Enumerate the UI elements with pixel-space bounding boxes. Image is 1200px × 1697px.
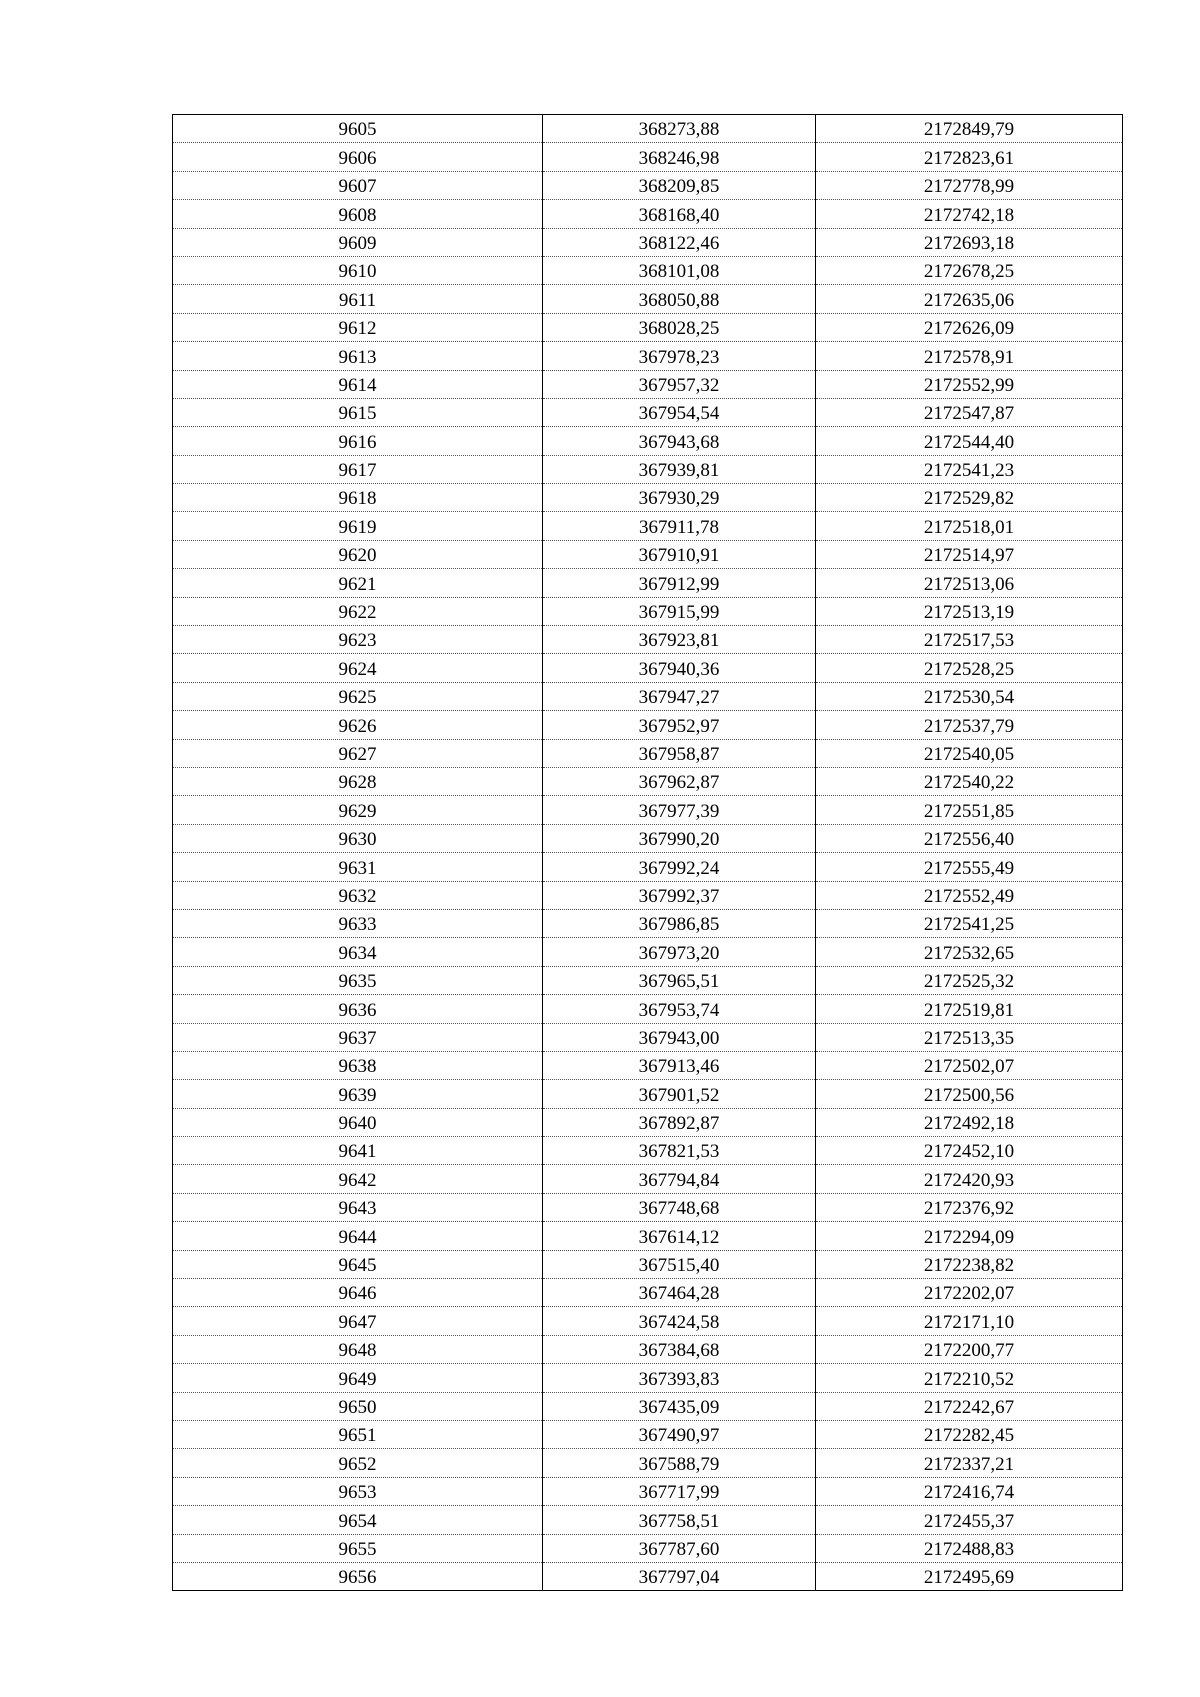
x-coordinate-cell: 367787,60 xyxy=(543,1534,816,1562)
table-row xyxy=(173,342,1123,370)
coordinates-table-body xyxy=(173,115,1123,1591)
table-row xyxy=(173,1392,1123,1420)
x-coordinate-cell: 367912,99 xyxy=(543,569,816,597)
table-row xyxy=(173,1250,1123,1278)
point-number-cell: 9625 xyxy=(173,682,543,710)
table-row xyxy=(173,1051,1123,1079)
table-row xyxy=(173,966,1123,994)
y-coordinate-cell: 2172242,67 xyxy=(816,1392,1123,1420)
y-coordinate-cell: 2172532,65 xyxy=(816,938,1123,966)
y-coordinate-cell: 2172294,09 xyxy=(816,1222,1123,1250)
table-row xyxy=(173,540,1123,568)
y-coordinate-cell: 2172547,87 xyxy=(816,398,1123,426)
point-number-cell: 9623 xyxy=(173,626,543,654)
x-coordinate-cell: 367913,46 xyxy=(543,1051,816,1079)
x-coordinate-cell: 367992,24 xyxy=(543,853,816,881)
point-number-cell: 9624 xyxy=(173,654,543,682)
table-row xyxy=(173,1534,1123,1562)
point-number-cell: 9617 xyxy=(173,455,543,483)
y-coordinate-cell: 2172555,49 xyxy=(816,853,1123,881)
point-number-cell: 9608 xyxy=(173,200,543,228)
point-number-cell: 9650 xyxy=(173,1392,543,1420)
point-number-cell: 9620 xyxy=(173,540,543,568)
table-row xyxy=(173,228,1123,256)
table-row xyxy=(173,881,1123,909)
x-coordinate-cell: 367821,53 xyxy=(543,1137,816,1165)
table-row xyxy=(173,1108,1123,1136)
x-coordinate-cell: 367977,39 xyxy=(543,796,816,824)
table-row xyxy=(173,512,1123,540)
table-row xyxy=(173,1137,1123,1165)
point-number-cell: 9636 xyxy=(173,995,543,1023)
x-coordinate-cell: 367588,79 xyxy=(543,1449,816,1477)
x-coordinate-cell: 367614,12 xyxy=(543,1222,816,1250)
y-coordinate-cell: 2172540,05 xyxy=(816,739,1123,767)
y-coordinate-cell: 2172849,79 xyxy=(816,115,1123,143)
x-coordinate-cell: 367915,99 xyxy=(543,597,816,625)
point-number-cell: 9647 xyxy=(173,1307,543,1335)
point-number-cell: 9628 xyxy=(173,767,543,795)
point-number-cell: 9641 xyxy=(173,1137,543,1165)
y-coordinate-cell: 2172525,32 xyxy=(816,966,1123,994)
x-coordinate-cell: 367930,29 xyxy=(543,484,816,512)
point-number-cell: 9643 xyxy=(173,1193,543,1221)
y-coordinate-cell: 2172171,10 xyxy=(816,1307,1123,1335)
point-number-cell: 9654 xyxy=(173,1506,543,1534)
y-coordinate-cell: 2172778,99 xyxy=(816,171,1123,199)
y-coordinate-cell: 2172556,40 xyxy=(816,824,1123,852)
y-coordinate-cell: 2172693,18 xyxy=(816,228,1123,256)
x-coordinate-cell: 367986,85 xyxy=(543,909,816,937)
point-number-cell: 9622 xyxy=(173,597,543,625)
point-number-cell: 9644 xyxy=(173,1222,543,1250)
y-coordinate-cell: 2172742,18 xyxy=(816,200,1123,228)
table-row xyxy=(173,995,1123,1023)
table-row xyxy=(173,1023,1123,1051)
y-coordinate-cell: 2172517,53 xyxy=(816,626,1123,654)
y-coordinate-cell: 2172823,61 xyxy=(816,143,1123,171)
y-coordinate-cell: 2172488,83 xyxy=(816,1534,1123,1562)
x-coordinate-cell: 367435,09 xyxy=(543,1392,816,1420)
y-coordinate-cell: 2172513,35 xyxy=(816,1023,1123,1051)
point-number-cell: 9614 xyxy=(173,370,543,398)
table-row xyxy=(173,1335,1123,1363)
y-coordinate-cell: 2172519,81 xyxy=(816,995,1123,1023)
x-coordinate-cell: 367490,97 xyxy=(543,1420,816,1448)
point-number-cell: 9646 xyxy=(173,1279,543,1307)
point-number-cell: 9618 xyxy=(173,484,543,512)
x-coordinate-cell: 367958,87 xyxy=(543,739,816,767)
y-coordinate-cell: 2172502,07 xyxy=(816,1051,1123,1079)
table-row xyxy=(173,427,1123,455)
x-coordinate-cell: 367973,20 xyxy=(543,938,816,966)
x-coordinate-cell: 368101,08 xyxy=(543,256,816,284)
table-row xyxy=(173,455,1123,483)
table-row xyxy=(173,370,1123,398)
x-coordinate-cell: 367952,97 xyxy=(543,711,816,739)
y-coordinate-cell: 2172416,74 xyxy=(816,1477,1123,1505)
x-coordinate-cell: 367947,27 xyxy=(543,682,816,710)
coordinates-table xyxy=(172,114,1123,1591)
y-coordinate-cell: 2172492,18 xyxy=(816,1108,1123,1136)
y-coordinate-cell: 2172514,97 xyxy=(816,540,1123,568)
y-coordinate-cell: 2172529,82 xyxy=(816,484,1123,512)
table-row xyxy=(173,484,1123,512)
y-coordinate-cell: 2172530,54 xyxy=(816,682,1123,710)
table-row xyxy=(173,313,1123,341)
x-coordinate-cell: 368050,88 xyxy=(543,285,816,313)
x-coordinate-cell: 368273,88 xyxy=(543,115,816,143)
y-coordinate-cell: 2172537,79 xyxy=(816,711,1123,739)
x-coordinate-cell: 367892,87 xyxy=(543,1108,816,1136)
x-coordinate-cell: 367794,84 xyxy=(543,1165,816,1193)
point-number-cell: 9651 xyxy=(173,1420,543,1448)
x-coordinate-cell: 367515,40 xyxy=(543,1250,816,1278)
point-number-cell: 9652 xyxy=(173,1449,543,1477)
x-coordinate-cell: 367384,68 xyxy=(543,1335,816,1363)
point-number-cell: 9649 xyxy=(173,1364,543,1392)
point-number-cell: 9631 xyxy=(173,853,543,881)
table-row xyxy=(173,1222,1123,1250)
x-coordinate-cell: 367717,99 xyxy=(543,1477,816,1505)
table-row xyxy=(173,1080,1123,1108)
table-row xyxy=(173,711,1123,739)
table-row xyxy=(173,1165,1123,1193)
table-row xyxy=(173,1279,1123,1307)
x-coordinate-cell: 367748,68 xyxy=(543,1193,816,1221)
point-number-cell: 9626 xyxy=(173,711,543,739)
point-number-cell: 9653 xyxy=(173,1477,543,1505)
x-coordinate-cell: 367797,04 xyxy=(543,1562,816,1590)
table-row xyxy=(173,626,1123,654)
x-coordinate-cell: 368168,40 xyxy=(543,200,816,228)
table-row xyxy=(173,1193,1123,1221)
x-coordinate-cell: 367953,74 xyxy=(543,995,816,1023)
y-coordinate-cell: 2172626,09 xyxy=(816,313,1123,341)
table-row xyxy=(173,739,1123,767)
x-coordinate-cell: 367939,81 xyxy=(543,455,816,483)
y-coordinate-cell: 2172500,56 xyxy=(816,1080,1123,1108)
x-coordinate-cell: 367940,36 xyxy=(543,654,816,682)
y-coordinate-cell: 2172495,69 xyxy=(816,1562,1123,1590)
table-row xyxy=(173,682,1123,710)
x-coordinate-cell: 367464,28 xyxy=(543,1279,816,1307)
point-number-cell: 9629 xyxy=(173,796,543,824)
point-number-cell: 9630 xyxy=(173,824,543,852)
x-coordinate-cell: 367943,68 xyxy=(543,427,816,455)
table-row xyxy=(173,398,1123,426)
y-coordinate-cell: 2172200,77 xyxy=(816,1335,1123,1363)
point-number-cell: 9655 xyxy=(173,1534,543,1562)
x-coordinate-cell: 367910,91 xyxy=(543,540,816,568)
y-coordinate-cell: 2172544,40 xyxy=(816,427,1123,455)
y-coordinate-cell: 2172513,06 xyxy=(816,569,1123,597)
table-row xyxy=(173,796,1123,824)
y-coordinate-cell: 2172541,25 xyxy=(816,909,1123,937)
y-coordinate-cell: 2172635,06 xyxy=(816,285,1123,313)
table-row xyxy=(173,285,1123,313)
point-number-cell: 9627 xyxy=(173,739,543,767)
table-row xyxy=(173,256,1123,284)
point-number-cell: 9613 xyxy=(173,342,543,370)
table-row xyxy=(173,853,1123,881)
table-row xyxy=(173,1364,1123,1392)
point-number-cell: 9606 xyxy=(173,143,543,171)
y-coordinate-cell: 2172551,85 xyxy=(816,796,1123,824)
y-coordinate-cell: 2172337,21 xyxy=(816,1449,1123,1477)
x-coordinate-cell: 368122,46 xyxy=(543,228,816,256)
point-number-cell: 9642 xyxy=(173,1165,543,1193)
point-number-cell: 9645 xyxy=(173,1250,543,1278)
y-coordinate-cell: 2172420,93 xyxy=(816,1165,1123,1193)
x-coordinate-cell: 367990,20 xyxy=(543,824,816,852)
y-coordinate-cell: 2172552,49 xyxy=(816,881,1123,909)
table-row xyxy=(173,1477,1123,1505)
table-row xyxy=(173,1562,1123,1590)
x-coordinate-cell: 367901,52 xyxy=(543,1080,816,1108)
y-coordinate-cell: 2172202,07 xyxy=(816,1279,1123,1307)
x-coordinate-cell: 367962,87 xyxy=(543,767,816,795)
x-coordinate-cell: 367954,54 xyxy=(543,398,816,426)
table-row xyxy=(173,824,1123,852)
point-number-cell: 9612 xyxy=(173,313,543,341)
y-coordinate-cell: 2172540,22 xyxy=(816,767,1123,795)
y-coordinate-cell: 2172578,91 xyxy=(816,342,1123,370)
table-row xyxy=(173,1307,1123,1335)
x-coordinate-cell: 367978,23 xyxy=(543,342,816,370)
y-coordinate-cell: 2172541,23 xyxy=(816,455,1123,483)
point-number-cell: 9615 xyxy=(173,398,543,426)
table-row xyxy=(173,1420,1123,1448)
y-coordinate-cell: 2172455,37 xyxy=(816,1506,1123,1534)
x-coordinate-cell: 367911,78 xyxy=(543,512,816,540)
point-number-cell: 9609 xyxy=(173,228,543,256)
y-coordinate-cell: 2172678,25 xyxy=(816,256,1123,284)
x-coordinate-cell: 367923,81 xyxy=(543,626,816,654)
y-coordinate-cell: 2172518,01 xyxy=(816,512,1123,540)
point-number-cell: 9638 xyxy=(173,1051,543,1079)
table-row xyxy=(173,597,1123,625)
point-number-cell: 9616 xyxy=(173,427,543,455)
x-coordinate-cell: 367957,32 xyxy=(543,370,816,398)
x-coordinate-cell: 368246,98 xyxy=(543,143,816,171)
x-coordinate-cell: 368209,85 xyxy=(543,171,816,199)
x-coordinate-cell: 367965,51 xyxy=(543,966,816,994)
point-number-cell: 9632 xyxy=(173,881,543,909)
x-coordinate-cell: 367424,58 xyxy=(543,1307,816,1335)
table-row xyxy=(173,115,1123,143)
point-number-cell: 9635 xyxy=(173,966,543,994)
point-number-cell: 9640 xyxy=(173,1108,543,1136)
point-number-cell: 9648 xyxy=(173,1335,543,1363)
table-row xyxy=(173,909,1123,937)
table-row xyxy=(173,938,1123,966)
point-number-cell: 9633 xyxy=(173,909,543,937)
x-coordinate-cell: 367943,00 xyxy=(543,1023,816,1051)
y-coordinate-cell: 2172282,45 xyxy=(816,1420,1123,1448)
table-row xyxy=(173,654,1123,682)
table-row xyxy=(173,171,1123,199)
table-row xyxy=(173,1449,1123,1477)
y-coordinate-cell: 2172552,99 xyxy=(816,370,1123,398)
table-row xyxy=(173,767,1123,795)
x-coordinate-cell: 367758,51 xyxy=(543,1506,816,1534)
y-coordinate-cell: 2172238,82 xyxy=(816,1250,1123,1278)
point-number-cell: 9619 xyxy=(173,512,543,540)
y-coordinate-cell: 2172513,19 xyxy=(816,597,1123,625)
point-number-cell: 9605 xyxy=(173,115,543,143)
y-coordinate-cell: 2172528,25 xyxy=(816,654,1123,682)
table-row xyxy=(173,200,1123,228)
point-number-cell: 9637 xyxy=(173,1023,543,1051)
point-number-cell: 9610 xyxy=(173,256,543,284)
y-coordinate-cell: 2172376,92 xyxy=(816,1193,1123,1221)
point-number-cell: 9634 xyxy=(173,938,543,966)
point-number-cell: 9656 xyxy=(173,1562,543,1590)
x-coordinate-cell: 368028,25 xyxy=(543,313,816,341)
table-row xyxy=(173,143,1123,171)
point-number-cell: 9621 xyxy=(173,569,543,597)
x-coordinate-cell: 367992,37 xyxy=(543,881,816,909)
table-row xyxy=(173,1506,1123,1534)
point-number-cell: 9639 xyxy=(173,1080,543,1108)
y-coordinate-cell: 2172210,52 xyxy=(816,1364,1123,1392)
y-coordinate-cell: 2172452,10 xyxy=(816,1137,1123,1165)
point-number-cell: 9611 xyxy=(173,285,543,313)
table-row xyxy=(173,569,1123,597)
point-number-cell: 9607 xyxy=(173,171,543,199)
x-coordinate-cell: 367393,83 xyxy=(543,1364,816,1392)
